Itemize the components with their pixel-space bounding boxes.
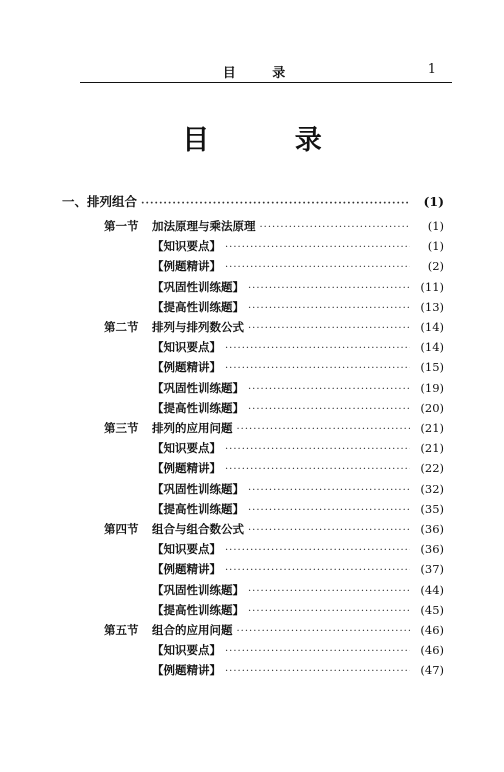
toc-subentry-label: 【巩固性训练题】 xyxy=(152,279,244,294)
toc-subentry-label: 【知识要点】 xyxy=(152,441,221,456)
toc-section-number: 第二节 xyxy=(104,320,139,334)
toc-leader-dots xyxy=(225,565,410,576)
toc-page-number: (36) xyxy=(420,542,444,557)
toc-leader-dots xyxy=(225,444,410,455)
toc-subentry-label: 【巩固性训练题】 xyxy=(152,380,244,395)
toc-subentry-label: 【例题精讲】 xyxy=(152,562,221,577)
toc-leader-dots xyxy=(248,586,410,597)
toc-leader-dots xyxy=(237,626,411,637)
toc-subentry-label: 【提高性训练题】 xyxy=(152,602,244,617)
toc-section-title: 加法原理与乘法原理 xyxy=(152,219,256,233)
toc-page-number: (15) xyxy=(420,360,444,375)
toc-section-number: 第四节 xyxy=(104,522,139,536)
toc-section-title: 排列与排列数公式 xyxy=(152,320,244,334)
toc-leader-dots xyxy=(248,606,410,617)
toc-page-number: (21) xyxy=(420,421,444,435)
toc-leader-dots xyxy=(248,384,410,395)
toc-section-entry[interactable] xyxy=(104,622,444,640)
toc-page-number: (1) xyxy=(427,239,444,254)
toc-subentry[interactable] xyxy=(152,582,444,600)
toc-page-number: (14) xyxy=(420,340,444,355)
running-header-title: 目 录 xyxy=(222,66,302,81)
toc-leader-dots xyxy=(248,283,410,294)
toc-subentry-label: 【提高性训练题】 xyxy=(152,501,244,516)
toc-leader-dots xyxy=(248,485,410,496)
toc-leader-dots xyxy=(248,404,410,415)
toc-leader-dots xyxy=(248,525,410,536)
toc-leader-dots xyxy=(248,323,410,334)
toc-subentry[interactable] xyxy=(152,380,444,398)
toc-page-number: (47) xyxy=(420,663,444,678)
toc-subentry-label: 【提高性训练题】 xyxy=(152,299,244,314)
toc-subentry-label: 【巩固性训练题】 xyxy=(152,582,244,597)
toc-section-entry[interactable] xyxy=(104,521,444,539)
toc-page-number: (46) xyxy=(420,643,444,658)
toc-leader-dots xyxy=(225,262,410,273)
toc-subentry[interactable] xyxy=(152,258,444,276)
toc-leader-dots xyxy=(260,222,411,233)
toc-section-title: 排列的应用问题 xyxy=(152,421,233,435)
toc-subentry[interactable] xyxy=(152,359,444,377)
toc-subentry[interactable] xyxy=(152,501,444,519)
toc-page-number: (37) xyxy=(420,562,444,577)
toc-subentry[interactable] xyxy=(152,400,444,418)
toc-subentry[interactable] xyxy=(152,440,444,458)
toc-section-number: 第一节 xyxy=(104,219,139,233)
toc-section-title: 组合的应用问题 xyxy=(152,623,233,637)
toc-subentry[interactable] xyxy=(152,238,444,256)
toc-page-number: (14) xyxy=(420,320,444,334)
toc-leader-dots xyxy=(248,303,410,314)
toc-subentry[interactable] xyxy=(152,279,444,297)
toc-subentry-label: 【知识要点】 xyxy=(152,643,221,658)
toc-leader-dots xyxy=(225,646,410,657)
toc-leader-dots xyxy=(225,343,410,354)
toc-subentry[interactable] xyxy=(152,481,444,499)
toc-page-number: (21) xyxy=(420,441,444,456)
toc-section-title: 组合与组合数公式 xyxy=(152,522,244,536)
toc-section-number: 第五节 xyxy=(104,623,139,637)
toc-page-number: (22) xyxy=(420,461,444,476)
toc-page-number: (19) xyxy=(420,380,444,395)
toc-page-number: (20) xyxy=(420,400,444,415)
toc-leader-dots xyxy=(225,666,410,677)
toc-page-number: (36) xyxy=(420,522,444,536)
toc-page-number: (1) xyxy=(423,194,444,209)
toc-subentry[interactable] xyxy=(152,561,444,579)
toc-subentry-label: 【知识要点】 xyxy=(152,340,221,355)
running-header-page-number: 1 xyxy=(427,62,436,77)
toc-subentry[interactable] xyxy=(152,339,444,357)
toc-page-number: (2) xyxy=(427,259,444,274)
toc-page-number: (1) xyxy=(427,219,444,233)
toc-subentry-label: 【例题精讲】 xyxy=(152,461,221,476)
toc-leader-dots xyxy=(225,242,410,253)
toc-leader-dots xyxy=(237,424,411,435)
toc-page-number: (35) xyxy=(420,501,444,516)
toc-leader-dots xyxy=(248,505,410,516)
toc-subentry[interactable] xyxy=(152,642,444,660)
toc-page-number: (46) xyxy=(420,623,444,637)
toc-section-number: 第三节 xyxy=(104,421,139,435)
toc-subentry[interactable] xyxy=(152,541,444,559)
toc-subentry-label: 【巩固性训练题】 xyxy=(152,481,244,496)
toc-leader-dots xyxy=(141,198,410,209)
toc-page-number: (13) xyxy=(420,299,444,314)
page-title: 目 录 xyxy=(182,125,360,156)
toc-subentry-label: 【知识要点】 xyxy=(152,239,221,254)
toc-subentry[interactable] xyxy=(152,299,444,317)
toc-section-entry[interactable] xyxy=(104,319,444,337)
toc-subentry-label: 【例题精讲】 xyxy=(152,259,221,274)
toc-subentry-label: 【知识要点】 xyxy=(152,542,221,557)
toc-subentry[interactable] xyxy=(152,460,444,478)
toc-page-number: (11) xyxy=(420,279,444,294)
toc-leader-dots xyxy=(225,545,410,556)
toc-subentry[interactable] xyxy=(152,662,444,680)
toc-subentry[interactable] xyxy=(152,602,444,620)
toc-subentry-label: 【例题精讲】 xyxy=(152,360,221,375)
toc-page-number: (44) xyxy=(420,582,444,597)
toc-chapter-entry[interactable] xyxy=(62,192,444,210)
toc-section-entry[interactable] xyxy=(104,218,444,236)
toc-page-number: (32) xyxy=(420,481,444,496)
toc-leader-dots xyxy=(225,464,410,475)
toc-chapter-title: 一、排列组合 xyxy=(62,194,138,209)
toc-subentry-label: 【提高性训练题】 xyxy=(152,400,244,415)
toc-section-entry[interactable] xyxy=(104,420,444,438)
toc-leader-dots xyxy=(225,363,410,374)
toc-subentry-label: 【例题精讲】 xyxy=(152,663,221,678)
toc-page-number: (45) xyxy=(420,602,444,617)
